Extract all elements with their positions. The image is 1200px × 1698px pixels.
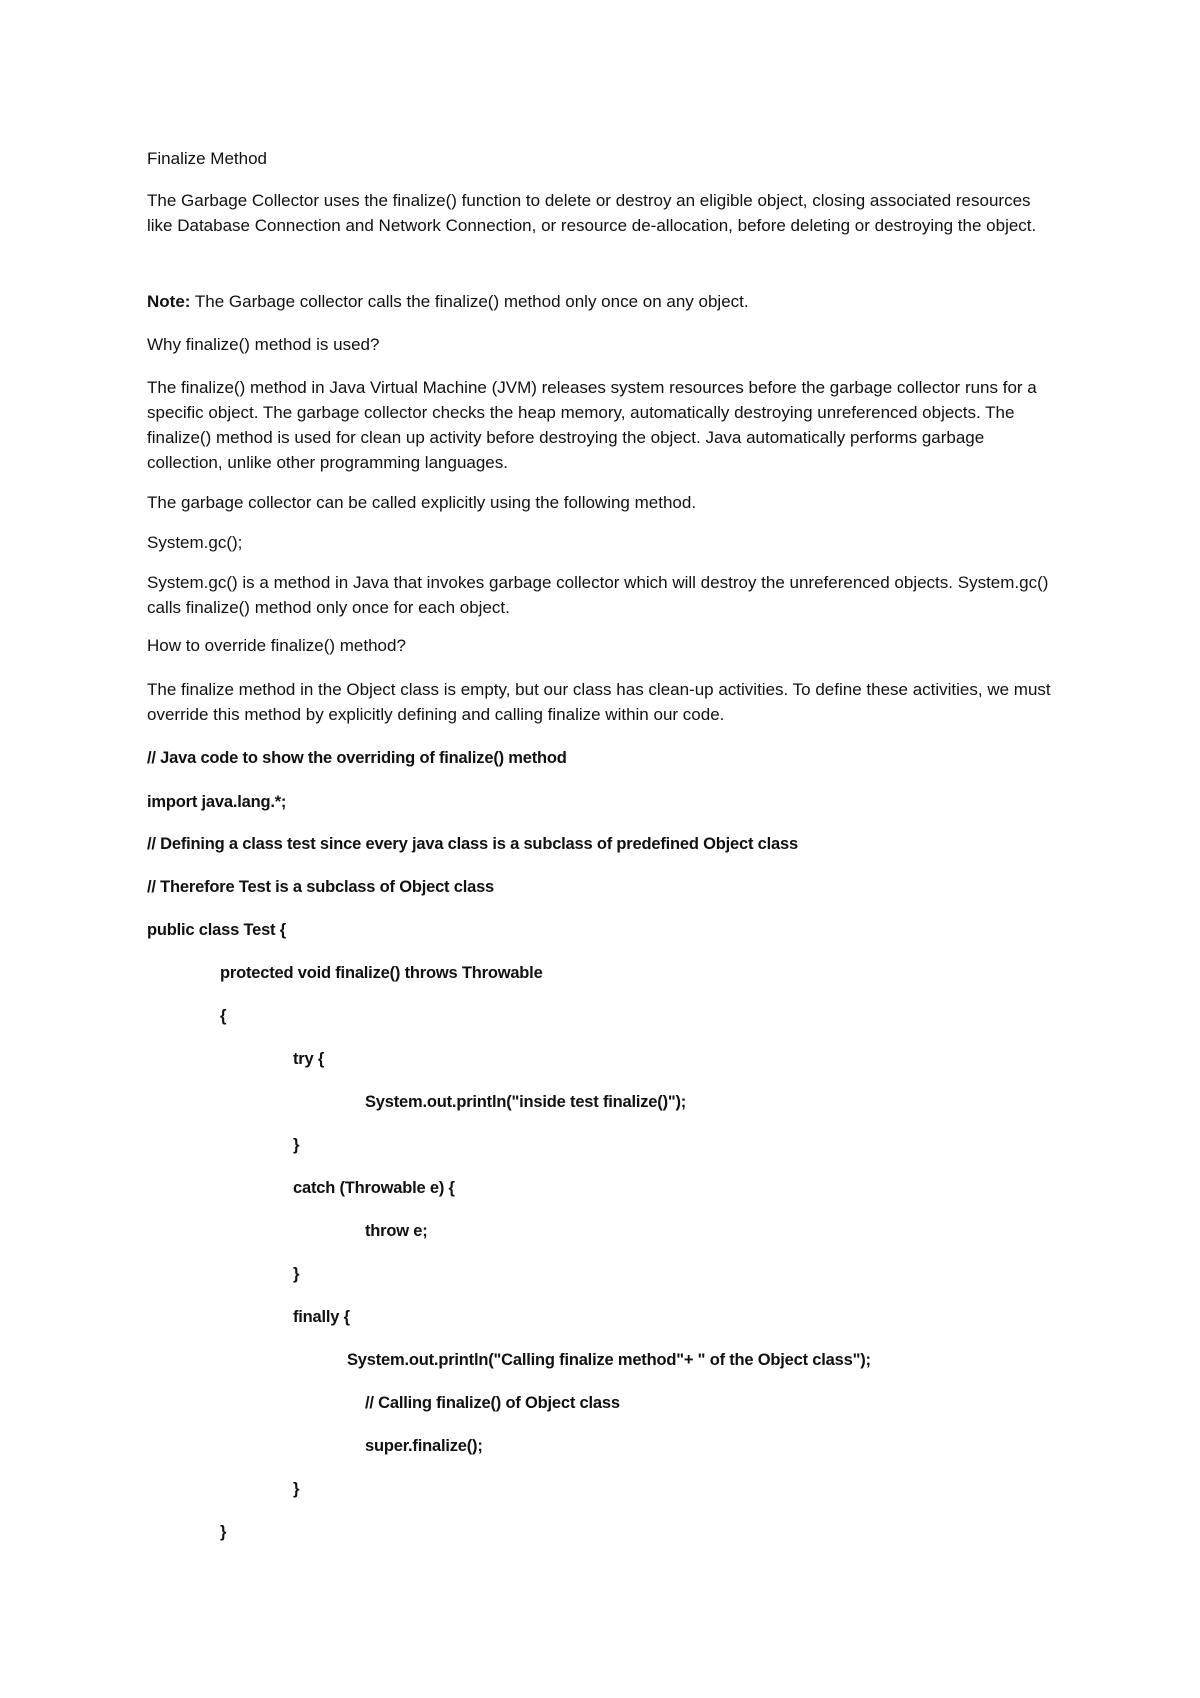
code-println-1: System.out.println("inside test finalize()"); (365, 1093, 687, 1111)
system-gc-description: System.gc() is a method in Java that invokes garbage collector which will destroy the unreferenced objects. System.gc() calls finalize() method only once for each object. (147, 573, 1049, 617)
code-close-method: } (220, 1523, 227, 1541)
intro-paragraph: The Garbage Collector uses the finalize() function to delete or destroy an eligible object, closing associated resources like Database Connection and Network Connection, or resource de-allocation, before deleting or destroying the object. (147, 191, 1037, 235)
override-paragraph: The finalize method in the Object class is empty, but our class has clean-up activities. To define these activities, we must override this method by explicitly defining and calling finalize within our code. (147, 680, 1051, 724)
note-label: Note: (147, 292, 191, 311)
explicit-paragraph: The garbage collector can be called explicitly using the following method. (147, 493, 697, 512)
code-close-try: } (293, 1136, 300, 1154)
code-super-call: super.finalize(); (365, 1437, 483, 1455)
note-paragraph (147, 289, 1052, 314)
why-heading: Why finalize() method is used? (147, 335, 380, 354)
code-finally: finally { (293, 1308, 350, 1326)
code-close-catch: } (293, 1265, 300, 1283)
note-text: The Garbage collector calls the finalize() method only once on any object. (190, 292, 749, 311)
code-comment-1: // Java code to show the overriding of finalize() method (147, 749, 567, 767)
code-class-declaration: public class Test { (147, 921, 286, 939)
code-throw: throw e; (365, 1222, 428, 1240)
code-catch: catch (Throwable e) { (293, 1179, 455, 1197)
code-close-finally: } (293, 1480, 300, 1498)
code-comment-4: // Calling finalize() of Object class (365, 1394, 620, 1412)
code-open-brace: { (220, 1007, 227, 1025)
override-heading: How to override finalize() method? (147, 636, 406, 655)
document-title: Finalize Method (147, 149, 268, 168)
code-comment-3: // Therefore Test is a subclass of Object class (147, 878, 495, 896)
why-paragraph: The finalize() method in Java Virtual Machine (JVM) releases system resources before the garbage collector runs for a specific object. The garbage collector checks the heap memory, automatically destroying unreferenced objects. The finalize() method is used for clean up activity before destroying the object. Java automatically performs garbage collection, unlike other programming languages. (147, 378, 1037, 472)
system-gc-line: System.gc(); (147, 533, 243, 552)
code-comment-2: // Defining a class test since every java class is a subclass of predefined Object class (147, 835, 798, 853)
code-method-declaration: protected void finalize() throws Throwable (220, 964, 543, 982)
code-try: try { (293, 1050, 325, 1068)
code-import: import java.lang.*; (147, 793, 287, 811)
code-println-2: System.out.println("Calling finalize method"+ " of the Object class"); (347, 1351, 871, 1369)
